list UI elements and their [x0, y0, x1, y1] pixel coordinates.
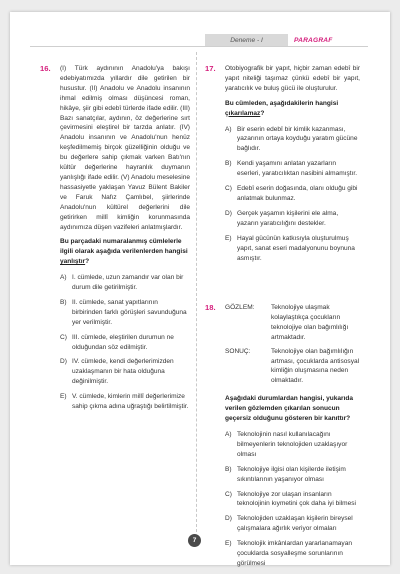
header-rule: [30, 46, 368, 47]
question-number: 16.: [40, 64, 51, 73]
option-b[interactable]: B) Kendi yaşamını anlatan yazarların eserleri, yaratıcılıktan nasibini almamıştır.: [225, 160, 358, 178]
subject-label: PARAGRAF: [294, 37, 333, 44]
question-17: [205, 64, 360, 268]
option-e[interactable]: E) V. cümlede, kimlerin millî değerlerimize sahip çıkma adına uğraştığı belirtilmiştir.: [60, 393, 189, 411]
option-b[interactable]: B) II. cümlede, sanat yapıtlarının birbirinden farklı görüşleri savunduğuna yer verilmiştir.: [60, 298, 187, 326]
option-d[interactable]: D) Gerçek yaşamın kişilerini ele alma, yazarın yaratıcılığını destekler.: [225, 209, 339, 227]
question-paragraph: Otobiyografik bir yapıt, hiçbir zaman edebî bir yapıt niteliği taşımaz çünkü edebî bir yapıt, yaratıcılık ve buluş gücü ile oluşturulur.: [225, 65, 360, 92]
answer-options: [60, 273, 190, 412]
answer-options: [225, 125, 360, 264]
conclusion-row: [225, 347, 360, 387]
option-d[interactable]: D) IV. cümlede, kendi değerlerimizden uzaklaşmanın bir hata olduğuna değinilmiştir.: [60, 358, 174, 386]
answer-options: [225, 430, 360, 569]
option-e[interactable]: E) Teknolojik imkânlardan yararlanamayan çocuklarda sosyalleşme sorunlarının görülmesi: [225, 540, 352, 567]
option-a[interactable]: A) I. cümlede, uzun zamandır var olan bir durum dile getirilmiştir.: [60, 274, 184, 292]
option-d[interactable]: D) Teknolojiden uzaklaşan kişilerin bireysel çalışmalara ağırlık veriyor olmaları: [225, 515, 353, 533]
option-a[interactable]: A) Teknolojinin nasıl kullanılacağını bilmeyenlerin teknolojiden uzaklaşıyor olması: [225, 430, 348, 458]
question-number: 17.: [205, 64, 216, 73]
question-16: [40, 64, 190, 417]
question-prompt: Bu parçadaki numaralanmış cümlelerle ilgili olarak aşağıda verilenlerden hangisi yanlıştır?: [60, 238, 188, 266]
question-paragraph: (I) Türk aydınının Anadolu'ya bakışı edebiyatımızda yıllardır dile getirilen bir husustur. (II) Anadolu ve Anadolu insanının ihmal edilmiş olması düşüncesi roman, hikâye, şiir gibi edebî türlerde ifade edilir. (III) Bazı sanatçılar, aydının, öz değerlerine sırt çevirmesini eleştirel bir tarzda anlatır. (IV) Anadolu insanının ve Anadolu'nun henüz keşfedilmemiş birçok güzelliğinin olduğu ve bu değerlere sahip çıkmak varken Batı'nın kültür değerlerine hayranlık duymanın yanlışlığı ifade edilir. (V) Anadolu meselesine hassasiyetle yaklaşan Yavuz Bülent Bakiler ve Faruk Nafız Çamlıbel, şiirlerinde Anadolu'nun kültürel değerlerini dile getirirken millî kimliğin korunmasında aydınımıza düşen vazifeleri anlatmışlardır.: [60, 65, 190, 231]
page-number: 7: [188, 534, 201, 547]
observation-row: [225, 303, 360, 343]
observation-text: Teknolojiye ulaşmak kolaylaştıkça çocukların teknolojiye olan bağımlılığı artmaktadır.: [271, 304, 349, 341]
question-prompt: Bu cümleden, aşağıdakilerin hangisi çıkarılamaz?: [225, 99, 339, 117]
prompt-underlined: yanlıştır: [60, 258, 86, 266]
option-a[interactable]: A) Bir eserin edebî bir kimlik kazanması, yazarının ortaya koyduğu yaratım gücüne bağlıdır.: [225, 125, 358, 153]
question-number: 18.: [205, 303, 216, 312]
observation-block: [225, 303, 360, 386]
conclusion-label: SONUÇ:: [225, 347, 251, 355]
test-label: Deneme - I: [205, 34, 288, 47]
question-prompt: Aşağıdaki durumlardan hangisi, yukarıda verilen gözlemden çıkarılan sonucun geçersiz olduğunu gösteren bir kanıttır?: [225, 395, 354, 423]
option-b[interactable]: B) Teknolojiye ilgisi olan kişilerde iletişim sıkıntılarının yaşanıyor olması: [225, 465, 346, 483]
option-c[interactable]: C) III. cümlede, eleştirilen durumun ne olduğundan söz edilmiştir.: [60, 333, 174, 351]
conclusion-text: Teknolojiye olan bağımlılığın artması, çocuklarda antisosyal kimliğin oluşmasına neden olmaktadır.: [271, 347, 360, 385]
observation-label: GÖZLEM:: [225, 304, 255, 311]
question-18: [205, 303, 360, 574]
option-e[interactable]: E) Hayal gücünün katkısıyla oluşturulmuş yapıt, sanat eseri madalyonunu boynuna asmıştır.: [225, 234, 355, 262]
column-divider: [196, 52, 197, 532]
prompt-underlined: çıkarılamaz: [225, 109, 261, 117]
option-c[interactable]: C) Teknolojiye zor ulaşan insanların teknolojinin kıymetini çok daha iyi bilmesi: [225, 490, 356, 508]
option-c[interactable]: C) Edebî eserin doğasında, olanı olduğu gibi anlatmak bulunmaz.: [225, 185, 358, 202]
